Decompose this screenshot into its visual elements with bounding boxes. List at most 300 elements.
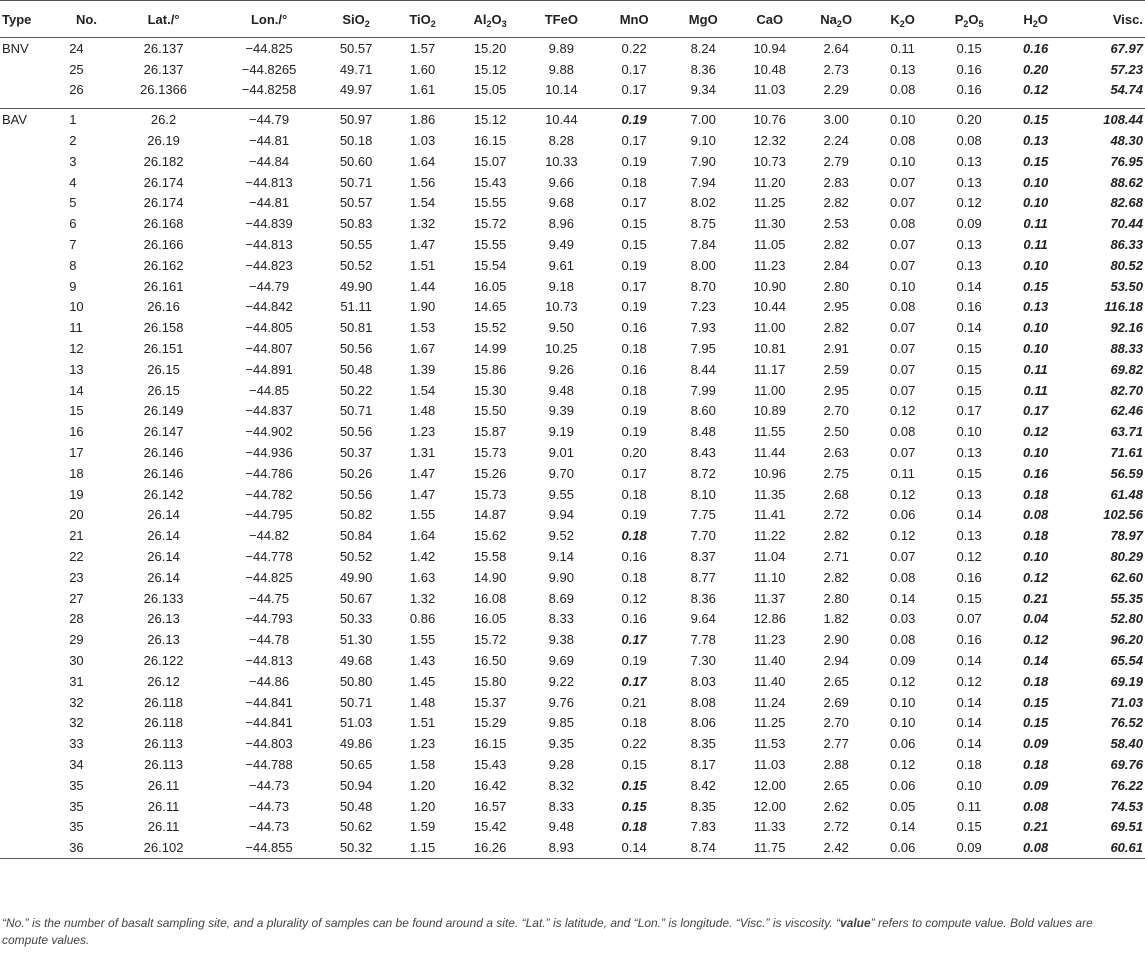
cell-sio2: 49.97 <box>339 82 373 98</box>
table-row <box>0 692 1145 713</box>
cell-no: 6 <box>69 216 77 232</box>
cell-mgo: 7.90 <box>690 153 716 169</box>
cell-lat: 26.161 <box>143 278 184 294</box>
cell-na2o: 2.70 <box>823 403 849 419</box>
cell-cao: 11.25 <box>753 715 786 731</box>
cell-sio2: 50.52 <box>339 549 373 565</box>
cell-al2o3: 15.55 <box>473 237 507 253</box>
cell-tio2: 1.57 <box>409 40 436 56</box>
cell-tfeo: 9.18 <box>548 278 574 294</box>
cell-tio2: 1.55 <box>409 632 436 648</box>
cell-na2o: 2.42 <box>803 837 869 858</box>
cell-h2o: 0.11 <box>1023 237 1048 253</box>
cell-na2o: 2.95 <box>823 299 849 315</box>
cell-lat: 26.162 <box>143 257 184 273</box>
cell-no: 1 <box>61 109 112 130</box>
cell-mgo: 8.36 <box>690 61 716 77</box>
cell-tfeo: 9.68 <box>548 195 574 211</box>
cell-mgo: 8.70 <box>690 278 716 294</box>
cell-na2o: 2.80 <box>823 590 849 606</box>
cell-tio2: 1.61 <box>409 82 436 98</box>
cell-sio2: 49.68 <box>339 653 373 668</box>
cell-lon: −44.813 <box>245 174 293 190</box>
cell-no: 16 <box>69 424 84 440</box>
cell-sio2: 50.65 <box>339 756 373 772</box>
cell-no: 30 <box>69 653 84 668</box>
cell-p2o5: 0.11 <box>956 798 982 814</box>
cell-visc: 53.50 <box>1110 278 1143 294</box>
cell-type <box>0 609 61 630</box>
cell-al2o3: 15.42 <box>473 819 507 835</box>
cell-type <box>0 837 61 858</box>
cell-no: 9 <box>69 278 77 294</box>
cell-tfeo: 9.35 <box>548 736 574 752</box>
footnote-part2: ” refers to compute value. Bold values are compute values. <box>2 916 1093 947</box>
cell-no: 7 <box>69 237 77 253</box>
cell-type <box>0 816 61 837</box>
cell-h2o: 0.12 <box>1022 632 1049 648</box>
cell-mgo: 7.75 <box>690 507 716 523</box>
cell-k2o: 0.08 <box>890 424 916 440</box>
cell-na2o: 2.77 <box>823 736 849 752</box>
cell-mno: 0.17 <box>621 632 647 648</box>
cell-p2o5: 0.18 <box>956 756 982 772</box>
cell-mno: 0.16 <box>621 611 647 627</box>
cell-no: 20 <box>69 507 84 523</box>
column-header-h2o: $H_2O$ <box>1002 1 1068 38</box>
table-row <box>0 317 1145 338</box>
cell-tio2: 1.59 <box>409 819 436 835</box>
cell-sio2: 50.82 <box>339 507 373 523</box>
cell-h2o: 0.12 <box>1022 424 1049 440</box>
table-row <box>0 837 1145 858</box>
cell-mno: 0.15 <box>621 237 647 253</box>
column-header-no: No. <box>61 1 112 38</box>
cell-no: 22 <box>69 549 84 565</box>
cell-na2o: 3.00 <box>803 109 869 130</box>
cell-na2o: 2.53 <box>823 216 849 232</box>
cell-lat: 26.19 <box>147 133 180 149</box>
cell-p2o5: 0.12 <box>956 549 982 565</box>
table-row <box>0 463 1145 484</box>
cell-mgo: 7.83 <box>690 819 716 835</box>
cell-mgo: 8.10 <box>690 486 716 502</box>
cell-sio2: 50.71 <box>339 694 373 710</box>
cell-mno: 0.18 <box>621 341 647 357</box>
cell-sio2: 49.86 <box>339 736 373 752</box>
cell-sio2: 50.57 <box>339 40 373 56</box>
cell-no: 26 <box>69 82 84 98</box>
cell-no: 15 <box>69 403 84 419</box>
table-row <box>0 59 1145 80</box>
cell-visc: 55.35 <box>1110 590 1143 606</box>
column-header-tio2: TiO$_2$ <box>389 1 455 38</box>
column-header-p2o5: $P_2O_5$ <box>936 1 1002 38</box>
cell-lat: 26.2 <box>112 109 215 130</box>
table-row <box>0 650 1145 671</box>
cell-tio2: 1.15 <box>389 837 455 858</box>
cell-tio2: 1.23 <box>409 424 436 440</box>
table-row <box>0 38 1145 59</box>
cell-mgo: 8.75 <box>690 216 716 232</box>
cell-al2o3: 15.87 <box>473 424 507 440</box>
cell-p2o5: 0.09 <box>936 837 1002 858</box>
cell-tio2: 0.86 <box>409 611 436 627</box>
group-spacer <box>0 100 1145 109</box>
cell-lat: 26.113 <box>144 736 183 752</box>
cell-cao: 11.41 <box>753 507 786 523</box>
cell-na2o: 2.83 <box>823 174 849 190</box>
cell-tio2: 1.23 <box>409 736 436 752</box>
cell-visc: 76.52 <box>1110 715 1143 731</box>
cell-h2o: 0.08 <box>1002 837 1068 858</box>
cell-h2o: 0.13 <box>1022 299 1049 315</box>
table-header-row <box>0 1 1145 38</box>
cell-mgo: 8.43 <box>690 445 716 461</box>
cell-mgo: 8.35 <box>690 736 716 752</box>
cell-tio2: 1.54 <box>409 382 436 398</box>
cell-mgo: 7.99 <box>690 382 716 398</box>
cell-tio2: 1.42 <box>409 549 436 565</box>
column-header-type: Type <box>0 1 61 38</box>
cell-h2o: 0.09 <box>1022 777 1049 793</box>
cell-tfeo: 10.25 <box>545 341 578 357</box>
cell-h2o: 0.18 <box>1022 486 1049 502</box>
cell-mno: 0.17 <box>621 61 647 77</box>
cell-mgo: 9.34 <box>690 82 716 98</box>
cell-mno: 0.18 <box>621 528 647 544</box>
cell-al2o3: 14.90 <box>473 569 507 585</box>
cell-lon: −44.841 <box>245 694 293 710</box>
table-row <box>0 546 1145 567</box>
cell-visc: 48.30 <box>1110 133 1143 149</box>
cell-lat: 26.158 <box>143 320 184 336</box>
cell-tfeo: 9.39 <box>548 403 574 419</box>
cell-no: 8 <box>69 257 77 273</box>
cell-tfeo: 9.85 <box>548 715 574 731</box>
cell-mno: 0.21 <box>621 694 647 710</box>
cell-sio2: 50.33 <box>339 611 373 627</box>
cell-visc: 60.61 <box>1069 837 1145 858</box>
cell-tfeo: 9.19 <box>548 424 574 440</box>
cell-mno: 0.18 <box>621 486 647 502</box>
cell-na2o: 2.59 <box>823 361 849 377</box>
cell-al2o3: 16.05 <box>473 611 507 627</box>
cell-p2o5: 0.13 <box>956 486 982 502</box>
cell-mno: 0.17 <box>621 82 647 98</box>
cell-k2o: 0.12 <box>890 403 916 419</box>
cell-tio2: 1.20 <box>409 777 436 793</box>
cell-mgo: 8.74 <box>670 837 736 858</box>
cell-tfeo: 9.61 <box>548 257 574 273</box>
cell-lon: −44.902 <box>245 424 293 440</box>
cell-tfeo: 9.88 <box>548 61 574 77</box>
cell-cao: 11.24 <box>753 694 786 710</box>
cell-tio2: 1.39 <box>409 361 436 377</box>
cell-k2o: 0.11 <box>890 465 915 481</box>
cell-tfeo: 9.76 <box>548 694 574 710</box>
table-footnote <box>2 915 1132 949</box>
cell-lat: 26.14 <box>147 528 180 544</box>
cell-tio2: 1.32 <box>409 590 436 606</box>
cell-visc: 58.40 <box>1110 736 1143 752</box>
cell-sio2: 50.56 <box>339 424 373 440</box>
table-row <box>0 359 1145 380</box>
cell-lon: −44.795 <box>245 507 293 523</box>
cell-visc: 82.70 <box>1110 382 1143 398</box>
cell-al2o3: 15.80 <box>473 673 507 689</box>
cell-type <box>0 213 61 234</box>
cell-mno: 0.14 <box>598 837 670 858</box>
column-header-mno: MnO <box>598 1 670 38</box>
cell-no: 35 <box>69 777 84 793</box>
cell-tfeo: 10.73 <box>545 299 578 315</box>
cell-sio2: 50.97 <box>323 109 389 130</box>
cell-type <box>0 359 61 380</box>
cell-type <box>0 546 61 567</box>
cell-cao: 11.40 <box>753 653 786 668</box>
cell-mno: 0.19 <box>598 109 670 130</box>
cell-h2o: 0.08 <box>1022 798 1049 814</box>
table-row <box>0 151 1145 172</box>
cell-h2o: 0.18 <box>1022 673 1049 689</box>
cell-mgo: 8.42 <box>690 777 716 793</box>
cell-lat: 26.137 <box>143 61 184 77</box>
cell-cao: 11.44 <box>753 445 786 461</box>
cell-p2o5: 0.16 <box>956 299 982 315</box>
column-header-tfeo: TFeO <box>524 1 598 38</box>
cell-sio2: 50.57 <box>339 195 373 211</box>
cell-lat: 26.133 <box>143 590 184 606</box>
cell-type <box>0 297 61 318</box>
cell-tio2: 1.47 <box>409 486 436 502</box>
cell-h2o: 0.04 <box>1022 611 1049 627</box>
cell-mno: 0.17 <box>621 133 647 149</box>
cell-k2o: 0.14 <box>890 819 916 835</box>
cell-tio2: 1.47 <box>409 237 436 253</box>
cell-visc: 88.62 <box>1110 174 1143 190</box>
cell-p2o5: 0.13 <box>956 257 982 273</box>
cell-sio2: 51.30 <box>339 632 373 648</box>
cell-visc: 65.54 <box>1110 653 1143 668</box>
cell-cao: 11.05 <box>753 237 786 253</box>
table-row <box>0 380 1145 401</box>
cell-lon: −44.79 <box>249 278 290 294</box>
cell-mno: 0.22 <box>621 40 647 56</box>
cell-lon: −44.891 <box>245 361 293 377</box>
cell-lat: 26.146 <box>143 465 184 481</box>
cell-tfeo: 8.33 <box>548 611 574 627</box>
cell-lat: 26.118 <box>144 715 183 731</box>
cell-tfeo: 9.01 <box>548 445 574 461</box>
cell-lat: 26.14 <box>147 549 180 565</box>
cell-al2o3: 16.42 <box>473 777 507 793</box>
cell-mno: 0.17 <box>621 278 647 294</box>
cell-mgo: 8.48 <box>690 424 716 440</box>
cell-tfeo: 9.49 <box>548 237 574 253</box>
cell-no: 10 <box>69 299 84 315</box>
cell-mno: 0.19 <box>621 424 647 440</box>
cell-al2o3: 15.26 <box>473 465 507 481</box>
cell-no: 27 <box>69 590 84 606</box>
cell-p2o5: 0.15 <box>956 465 982 481</box>
cell-cao: 10.44 <box>753 299 786 315</box>
cell-tfeo: 9.48 <box>548 819 574 835</box>
cell-k2o: 0.08 <box>890 569 916 585</box>
cell-lat: 26.142 <box>143 486 184 502</box>
cell-na2o: 2.24 <box>823 133 849 149</box>
cell-al2o3: 15.73 <box>473 445 507 461</box>
cell-tio2: 1.58 <box>409 756 436 772</box>
cell-no: 24 <box>69 40 84 56</box>
column-header-visc: Visc. <box>1069 1 1145 38</box>
cell-visc: 74.53 <box>1110 798 1143 814</box>
cell-lon: −44.85 <box>249 382 290 398</box>
cell-type <box>0 317 61 338</box>
cell-tfeo: 9.52 <box>548 528 574 544</box>
cell-k2o: 0.08 <box>890 133 916 149</box>
cell-mgo: 7.94 <box>690 174 716 190</box>
cell-na2o: 2.50 <box>823 424 849 440</box>
cell-mno: 0.15 <box>621 798 647 814</box>
cell-mgo: 8.77 <box>690 569 716 585</box>
cell-k2o: 0.06 <box>869 837 935 858</box>
cell-lon: −44.813 <box>245 237 293 253</box>
table-row <box>0 775 1145 796</box>
table-row <box>0 338 1145 359</box>
cell-no: 5 <box>69 195 77 211</box>
cell-tio2: 1.56 <box>409 174 436 190</box>
cell-al2o3: 16.26 <box>456 837 525 858</box>
cell-lat: 26.122 <box>143 653 184 668</box>
table-row <box>0 255 1145 276</box>
cell-cao: 10.96 <box>753 465 786 481</box>
cell-lat: 26.13 <box>147 632 180 648</box>
cell-na2o: 2.91 <box>823 341 849 357</box>
cell-mgo: 9.10 <box>690 133 716 149</box>
cell-na2o: 2.29 <box>823 82 849 98</box>
cell-al2o3: 15.62 <box>473 528 507 544</box>
cell-tfeo: 10.14 <box>545 82 578 98</box>
cell-lon: −44.73 <box>249 798 290 814</box>
cell-type: BAV <box>0 109 61 130</box>
cell-no: 28 <box>69 611 84 627</box>
footnote-bold-word: value <box>839 916 871 930</box>
column-header-sio2: SiO$_2$ <box>323 1 389 38</box>
cell-na2o: 2.82 <box>823 237 849 253</box>
cell-lat: 26.118 <box>144 694 183 710</box>
cell-visc: 78.97 <box>1110 528 1143 544</box>
cell-type <box>0 172 61 193</box>
cell-na2o: 2.73 <box>823 61 849 77</box>
cell-cao: 11.10 <box>753 569 786 585</box>
cell-k2o: 0.06 <box>890 507 916 523</box>
cell-p2o5: 0.14 <box>956 736 982 752</box>
cell-al2o3: 15.12 <box>456 109 525 130</box>
cell-mgo: 7.30 <box>690 653 716 668</box>
cell-mno: 0.17 <box>621 673 647 689</box>
cell-p2o5: 0.16 <box>956 632 982 648</box>
cell-mgo: 8.17 <box>690 756 716 772</box>
cell-cao: 10.76 <box>736 109 802 130</box>
cell-tio2: 1.63 <box>409 569 436 585</box>
cell-sio2: 50.48 <box>339 361 373 377</box>
cell-cao: 12.00 <box>753 777 786 793</box>
cell-no: 31 <box>69 673 84 689</box>
cell-tio2: 1.44 <box>409 278 436 294</box>
table-row <box>0 754 1145 775</box>
cell-lon: −44.73 <box>249 819 290 835</box>
cell-k2o: 0.08 <box>890 632 916 648</box>
cell-sio2: 50.94 <box>339 777 373 793</box>
table-row <box>0 567 1145 588</box>
cell-sio2: 50.32 <box>323 837 389 858</box>
cell-visc: 76.22 <box>1110 777 1143 793</box>
cell-no: 21 <box>69 528 84 544</box>
cell-cao: 10.81 <box>753 341 786 357</box>
cell-k2o: 0.07 <box>890 174 916 190</box>
cell-lon: −44.86 <box>249 673 290 689</box>
cell-al2o3: 15.05 <box>473 82 507 98</box>
cell-lon: −44.84 <box>249 153 290 169</box>
cell-mgo: 8.00 <box>690 257 716 273</box>
cell-lon: −44.82 <box>249 528 290 544</box>
cell-k2o: 0.12 <box>890 673 916 689</box>
cell-k2o: 0.08 <box>890 216 916 232</box>
cell-tfeo: 9.50 <box>548 320 574 336</box>
cell-no: 29 <box>69 632 84 648</box>
cell-sio2: 50.56 <box>339 486 373 502</box>
cell-mno: 0.18 <box>621 819 647 835</box>
cell-k2o: 0.14 <box>890 590 916 606</box>
cell-mno: 0.12 <box>621 590 647 606</box>
cell-tio2: 1.32 <box>409 216 436 232</box>
cell-tfeo: 8.69 <box>548 590 574 606</box>
cell-visc: 116.18 <box>1104 299 1143 315</box>
cell-tfeo: 10.44 <box>524 109 598 130</box>
cell-al2o3: 15.30 <box>473 382 507 398</box>
cell-visc: 62.60 <box>1110 569 1143 585</box>
cell-mno: 0.17 <box>621 195 647 211</box>
cell-k2o: 0.07 <box>890 341 916 357</box>
cell-type <box>0 130 61 151</box>
cell-k2o: 0.09 <box>890 653 916 668</box>
cell-visc: 62.46 <box>1110 403 1143 419</box>
cell-tio2: 1.60 <box>409 61 436 77</box>
table-row <box>0 80 1145 101</box>
cell-lat: 26.12 <box>147 673 180 689</box>
cell-k2o: 0.12 <box>890 528 916 544</box>
cell-mgo: 8.02 <box>690 195 716 211</box>
cell-h2o: 0.10 <box>1022 174 1049 190</box>
cell-sio2: 50.71 <box>339 403 373 419</box>
cell-visc: 61.48 <box>1110 486 1143 502</box>
table-row <box>0 213 1145 234</box>
cell-cao: 12.86 <box>753 611 786 627</box>
cell-na2o: 2.80 <box>823 278 849 294</box>
cell-na2o: 2.82 <box>823 320 849 336</box>
cell-p2o5: 0.16 <box>956 61 982 77</box>
cell-visc: 92.16 <box>1110 320 1143 336</box>
cell-no: 25 <box>69 61 84 77</box>
cell-visc: 80.29 <box>1110 549 1143 565</box>
table-row <box>0 525 1145 546</box>
cell-p2o5: 0.14 <box>956 653 982 668</box>
cell-cao: 10.73 <box>753 153 786 169</box>
cell-mno: 0.19 <box>621 507 647 523</box>
cell-type <box>0 629 61 650</box>
cell-mgo: 8.60 <box>690 403 716 419</box>
